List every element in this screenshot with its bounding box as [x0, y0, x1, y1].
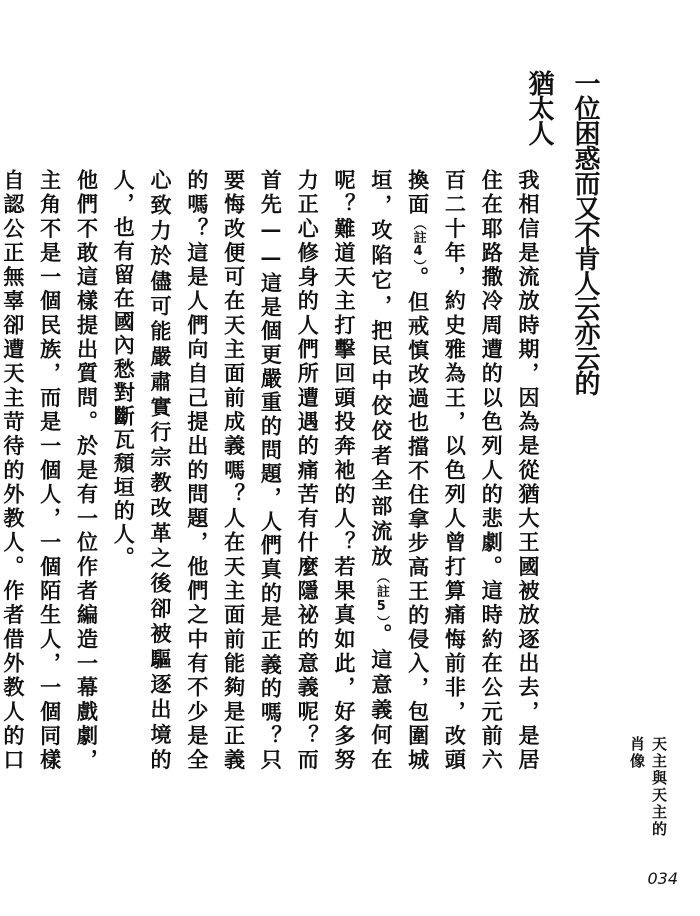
paragraph-text: 我相信是流放時期，因為是從猶大王國被放逐出去，是居住在耶路撒冷周遭的以色列人的悲劇。這時約在公元前六百二十年，約史雅為王，以色列人曾打算痛悔前非，改頭換面	[405, 168, 541, 772]
paragraph-text: 。但戒慎改過也擋不住拿步高王的侵入，包圍城垣，攻陷它，把民中佼佼者全部流放	[368, 168, 431, 773]
footnote-marker: （註4）	[410, 217, 426, 267]
footnote-marker: （註5）	[373, 569, 389, 624]
body-text	[0, 110, 546, 773]
section-heading: 一位困惑而又不肯人云亦云的猶太人	[524, 70, 600, 395]
body-paragraph	[104, 169, 546, 772]
paragraph-text: 他們不敢這樣提出質問。於是有一位作者編造一幕戲劇，主角不是一個民族，而是一個人，一個陌生人，一個同樣自認公正無辜卻遭天主苛待的外教人。作者借外教人的口	[0, 168, 100, 772]
running-head: 天主與天主的肖像	[628, 736, 668, 838]
page-number: 034	[647, 869, 678, 888]
body-paragraph	[0, 169, 104, 772]
paragraph-text: 。這意義何在呢？難道天主打擊回頭投奔祂的人？若果真如此，好多努力正心修身的人們所遭遇的痛苦有什麼隱祕的意義呢？而首先——這是個更嚴重的問題，人們真的是正義的嗎？只要悔改便可在天主面前成義嗎？人在天主面前能夠是正義的嗎？這是人們向自己提出的問題，他們之中有不少是全心致力於儘可能嚴肅實行宗教改革之後卻被驅逐出境的人，也有留在國內愁對斷瓦頹垣的人。	[111, 168, 394, 772]
